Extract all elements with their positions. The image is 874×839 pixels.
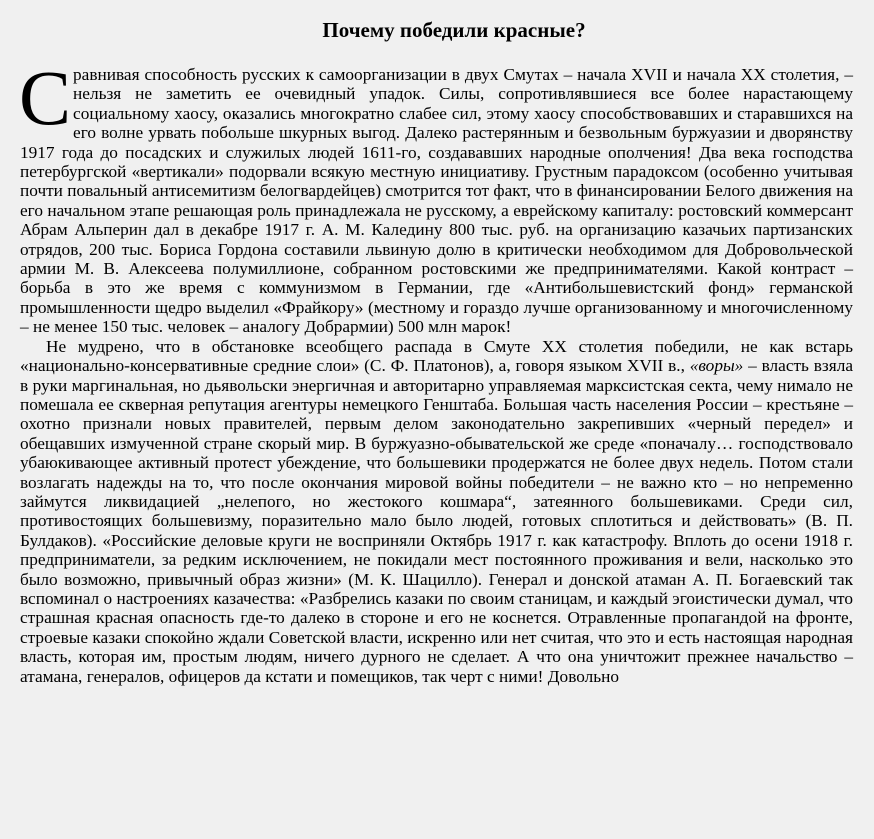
paragraph-2-start: Не мудрено, что в обстановке всеобщего распада в Смуте XX столетия победили, не как встарь «национально-консервативные средние слои» (С. Ф. Платонов), а, говоря языком XVII в., (20, 336, 853, 376)
paragraph-1-text: равнивая способность русских к самоорганизации в двух Смутах – начала XVII и начала XX столетия, – нельзя не заметить ее очевидный упадок. Силы, сопротивлявшиеся все более нарастающему социальному хаосу, оказались многократно слабее сил, этому хаосу способствовавших и старавшихся на его волне урвать побольше шкурных выгод. Далеко растерянным и безвольным буржуазии и дворянству 1917 года до посадских и служилых людей 1611-го, создававших народные ополчения! Два века господства петербургской «вертикали» подорвали всякую местную инициативу. Грустным парадоксом (особенно учитывая почти повальный антисемитизм белогвардейцев) смотрится тот факт, что в финансировании Белого движения на его начальном этапе решающая роль принадлежала не русскому, а еврейскому капиталу: ростовский коммерсант Абрам Альперин дал в декабре 1917 г. А. М. Каледину 800 тыс. руб. на организацию казачьих партизанских отрядов, 200 тыс. Бориса Гордона составили львиную долю в критически необходимом для Добровольческой армии М. В. Алексеева полумиллионе, собранном ростовскими же предпринимателями. Какой контраст – борьба в это же время с коммунизмом в Германии, где «Антибольшевистский фонд» германской промышленности щедро выделил «Фрайкору» (местному и гораздо лучше организованному и многочисленному – не менее 150 тыс. человек – аналогу Добрармии) 500 млн марок! (20, 65, 853, 337)
article-title: Почему победили красные? (322, 18, 586, 42)
paragraph-2-italic: «воры» (689, 356, 744, 376)
drop-cap-letter: С (19, 54, 72, 141)
paragraph-2-rest: – власть взяла в руки маргинальная, но дьявольски энергичная и авторитарно управляемая марксистская секта, чему нимало не помешала ее скверная репутация агентуры немецкого Генштаба. Большая часть населения России – крестьяне – охотно признали новых правителей, первым делом законодательно закрепивших «черный передел» и обещавших измученной стране скорый мир. В буржуазно-обывательской же среде «поначалу… господствовало убаюкивающее активный протест убеждение, что большевики продержатся не более двух недель. Потом стали возлагать надежды на то, что после окончания мировой войны победители – не важно кто – но непременно займутся ликвидацией „нелепого, но жестокого кошмара“, затеянного большевиками. Среди сил, противостоящих большевизму, поразительно мало было людей, готовых сплотиться и действовать» (В. П. Булдаков). «Российские деловые круги не восприняли Октябрь 1917 г. как катастрофу. Вплоть до осени 1918 г. предприниматели, за редким исключением, не покидали мест постоянного проживания и вели, насколько это было возможно, привычный образ жизни» (М. К. Шацилло). Генерал и донской атаман А. П. Богаевский так вспоминал о настроениях казачества: «Разбрелись казаки по своим станицам, и каждый эгоистически думал, что страшная красная опасность где-то далеко в стороне и его не коснется. Отравленные пропагандой на фронте, строевые казаки спокойно ждали Советской власти, искренно или нет считая, что это и есть настоящая народная власть, которая им, простым людям, ничего дурного не сделает. А что она уничтожит прежнее начальство – атамана, генералов, офицеров да кстати и помещиков, так черт с ними! Довольно (20, 356, 853, 686)
article-body (19, 54, 853, 686)
paragraph-2 (20, 337, 853, 686)
paragraph-1 (19, 54, 853, 337)
